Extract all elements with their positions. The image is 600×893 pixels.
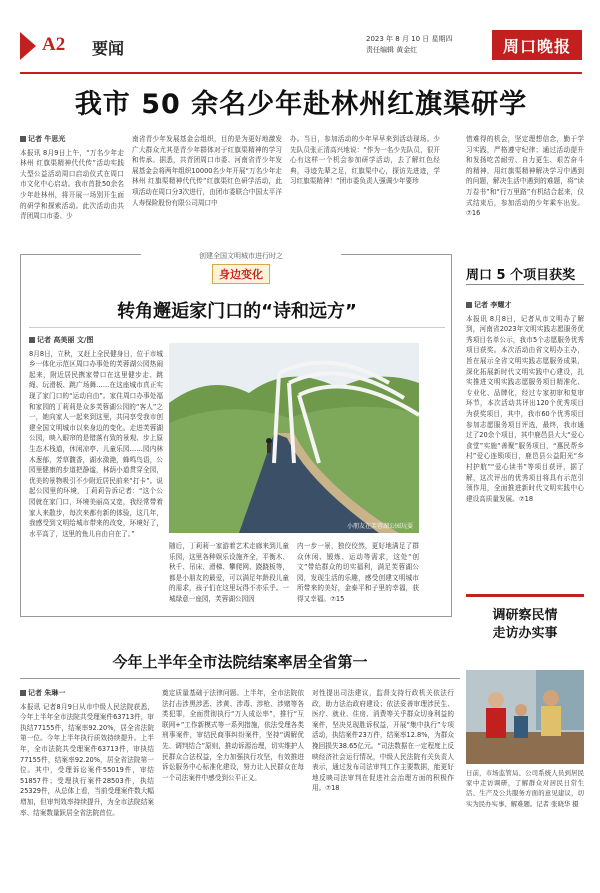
page-number: A2	[42, 34, 66, 55]
article1-text-col3: 办。当日，参加活动的少年早早来到活动现场。少先队员张正清高兴地说：“作为一名少先队员，很开心有这样一个机会参加研学活动，去了解红色经典，寻迹先辈之足，红旗渠中心，探访先进迹，学习红旗渠精神！”团市委负责人强调少年要珍	[290, 135, 440, 186]
survey-title-line2: 走访办实事	[492, 626, 558, 641]
article2-col2	[162, 688, 304, 878]
right-article-body	[466, 300, 584, 586]
article1-byline: 记者 牛思光	[20, 134, 124, 145]
article2-byline: 记者 朱琳一	[20, 688, 154, 699]
survey-title	[466, 607, 584, 643]
article1-col4	[466, 134, 584, 252]
photo-caption: 小朋友在芙蓉湖公园玩耍	[346, 523, 413, 530]
survey-caption	[466, 768, 584, 876]
issue-meta	[366, 34, 486, 56]
article1-col1	[20, 134, 124, 246]
right-article-text: 本报讯 8月8日，记者从市文明办了解到，河南省2023年文明实践志愿服务优秀项目名单公示，我市5个志愿服务优秀项目获奖。本次活动由省文明办主办，旨在展示全省文明实践志愿服务成果，深化拓展新时代文明实践中心建设，扎实推进文明实践志愿服务项目精准化、专业化、品牌化，经过专家初审和复审环节，本次活动共评出120个优秀项目为获奖项目，其中，我市60个优秀项目参加志愿服务项目评选，最终，我市通过了20余个项目，其中鹿邑县大大“爱心食堂”实施“善聚”服务项目，“惠民帮乡村”爱心连锁项目，鹿邑县公益阳光“乡村护航”“爱心读书”等项目获评，据了解，这次评出的优秀项目将具有示范引领作用，全面推进新时代文明实践中心建设高质量发展。⑦18	[466, 314, 584, 503]
article1-col2	[132, 134, 282, 246]
feature-box	[20, 254, 452, 617]
article2-text-col2: 奠定质量基础于法律问题。上半年，全市法院依法打击涉黑涉恶、涉黄、涉毒、涉枪、涉赌等各类犯罪，全面贯彻执行“万人成讼率”，推行“互联网+”工作新模式等一系列措施，依法受理各类刑事案件，审结民商事纠纷案件，坚持“调解优先、调判结合”原则，推动诉源治理，切实维护人民群众合法权益，全力加强执行攻坚，有效推进诉讼服务中心标准化建设，努力让人民群众在每一个司法案件中感受到公平正义。	[162, 689, 304, 782]
section-marker-icon	[20, 32, 36, 60]
header-divider	[20, 72, 582, 74]
feature-text-col2: 随后，丁莉莉一家游着艺术走廊来到儿童乐园，这里各种娱乐设施齐全，平衡木、秋千、吊床、滑梯、攀爬网、跷跷板等，都是小朋友的最爱，可以满足年龄段儿童的需求，孩子们在这里玩得不亦乐乎。一城绿意一座园，芙蓉湖公园因	[169, 542, 289, 603]
survey-title-line1: 调研察民情	[492, 608, 558, 623]
article2-divider	[20, 678, 460, 679]
feature-tag-sub: 创建全国文明城市进行时之	[199, 252, 283, 260]
article1-col3	[290, 134, 440, 246]
feature-tag	[141, 251, 341, 281]
article1-text-col2: 南省青少年发展基金会组织，目的是为更好地激发广大群众尤其是青少年群体对于红旗渠精神的学习和传承。据悉，共青团周口市委、河南省青少年发展基金会将两年组织10000名少年开展“万名少年走林州 红旗渠精神代代传”红旗渠红色研学活动，此项活动在周口分3次进行，由团市委联合中国太平洋人寿保险股份有限公司周口中	[132, 135, 282, 207]
right-article-title: 周口 5 个项目获奖	[466, 268, 576, 283]
article1-text-col4: 惜难得的机会，坚定理想信念，勤于学习实践，严格遵守纪律；通过活动提升和发扬吃苦耐劳、自力更生、艰苦奋斗的精神，用红旗渠精神解决学习中遇到的问题，解决生活中遇到的难题，将“读万卷书”和“行万里路”有机结合起来，仪式结束后，参加活动的少年乘车出发。⑦16	[466, 135, 584, 218]
feature-col1	[29, 335, 163, 611]
feature-text-col3: 内一步一景，独佼佼然，更好地满足了群众休闲、锻炼、运动等需求，这处“创文”带给群众的切实福利，满足芙蓉湖公园，发现生活的乐趣，感受创建文明城市所带来的美好，金泰平和子里的幸福，获得又幸福。⑦15	[297, 542, 419, 603]
park-photo-image	[169, 343, 419, 533]
section-name: 要闻	[92, 39, 125, 58]
survey-photo	[466, 670, 584, 764]
feature-byline: 记者 高美丽 文/图	[29, 335, 163, 346]
right-article-divider	[466, 284, 584, 285]
feature-text-col1: 8月8日，立秋，又赶上全民健身日，位于市城乡一体化示范区周口办事处的芙蓉湖公园热闹起来，附近居民携家带口在这里健步走、跳绳、玩滑板、跳广场舞……在这座城市真正实现了家门口的“运动自由”。家住周口办事处福和家园的丁莉莉是众多芙蓉湖公园的“客人”之一，她向家人一起来到这里，共同享受我市创建全国文明城市以来身边的变化。走进芙蓉湖公园，映入眼帘的是错落有致的景观、步上原生态木栈道，休闲凉亭、儿童乐园……园内林木葱郁，芳草馥香，湖水潋滟，蜂鸣鸟语，公园里健康的步道把静谧，林荫小道贯穿全园，优美的景物吸引不少附近居民前来“打卡”。说起公园里的环境，丁莉莉告诉记者：“这个公园就在家门口，环境美丽高又宽，我经常带着家人来散步，每次来都有新的体验，这几年，我感受到文明给城市带来的改变，环境好了，水平高了，这里的鱼儿自由自在了。”	[29, 349, 163, 538]
editor-credit: 责任编辑 黄金红	[366, 46, 418, 54]
newspaper-logo: 周口晚报	[492, 30, 582, 60]
feature-title: 转角邂逅家门口的“诗和远方”	[117, 301, 357, 322]
page-header	[20, 30, 582, 70]
feature-col2	[169, 541, 289, 611]
issue-date: 2023 年 8 月 10 日 星期四	[366, 35, 453, 43]
feature-col3	[297, 541, 419, 611]
survey-box	[466, 594, 584, 668]
park-photo	[169, 343, 419, 533]
main-headline: 我市 50 余名少年赴林州红旗渠研学	[74, 89, 528, 120]
article2-text-col1: 本报讯 记者8月9日从市中级人民法院获悉，今年上半年全市法院共受理案件63713件，审执结77155件，结案率92.20%，居全省法院第一位。今年上半年执行质效持续提升。上半年，全市法院共受理案件63713件，审执结77155件，结案率92.20%，居全省法院第一位。其中，受理诉讼案件55019件，审结51857件；受理执行案件28503件，执结25329件，从总体上看，当前受理案件数大幅增加，但审判效率持续提升，为全市法院结案率、结案数量跃居全省法院首位。	[20, 702, 154, 817]
survey-caption-text: 日前，市场监管局、公司系统人员到居民家中走访调研，了解群众对居民日常生活、生产及公共服务方面的意见建议，切实为民办实事、解难题。记者 张晓华 摄	[466, 769, 584, 808]
article2-text-col3: 对性提出司法建议，监督支持行政机关依法行政，助力法治政府建设；依法妥善审理涉民生、医疗、就业、住房、消费等关乎群众切身利益的案件，坚决兑现胜诉权益，开展“集中执行”专项活动，执结案件23万件，结案率12.8%，为群众挽回损失38.65亿元。“司法数据在一定程度上反映经济社会运行情况，中级人民法院有关负责人表示，通过发布司法审判工作主要数据，能更好地反映司法审判在促进社会治理方面的积极作用。⑦18	[312, 689, 454, 793]
survey-photo-image	[466, 670, 584, 764]
right-article-byline: 记者 李耀才	[466, 300, 584, 311]
article2-headline: 今年上半年全市法院结案率居全省第一	[112, 653, 368, 671]
feature-divider	[29, 327, 445, 328]
article1-text-col1: 本报讯 8月9日上午，“万名少年走林州 红旗渠精神代代传”活动实践大型公益活动周口启动仪式在周口市文化中心启动。我市首批50余名少年赴林州，将开展一场别开生面的研学和探索活动。此次活动由共青团周口市委、少	[20, 148, 124, 221]
article2-col3	[312, 688, 454, 878]
article2-col1	[20, 688, 154, 878]
feature-tag-main: 身边变化	[212, 264, 270, 284]
